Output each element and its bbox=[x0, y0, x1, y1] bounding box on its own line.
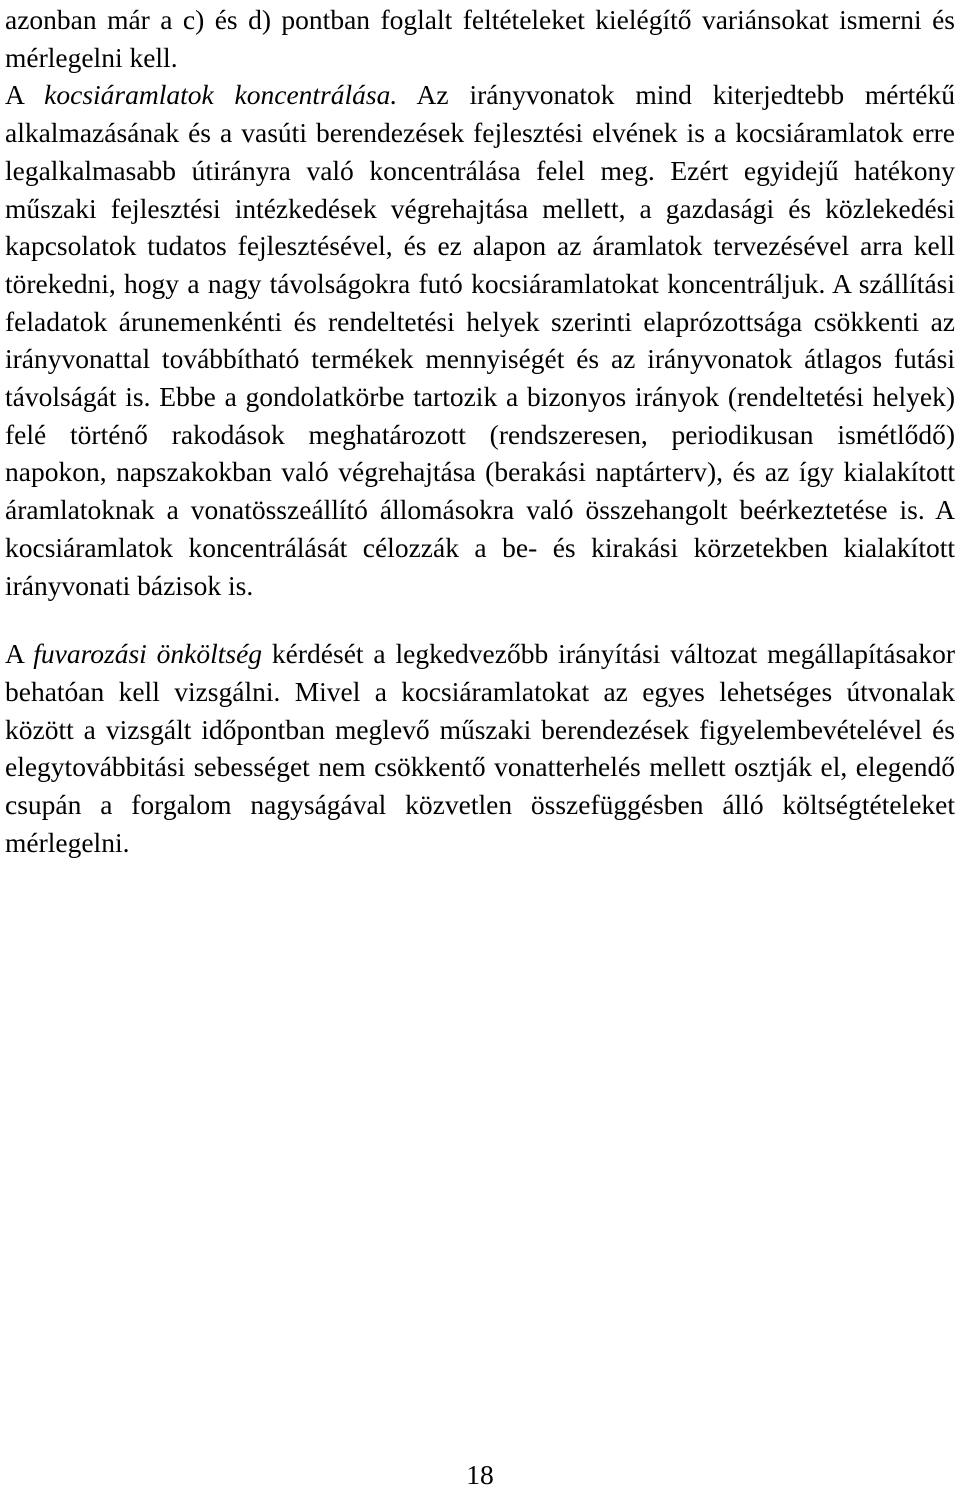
document-page bbox=[5, 0, 955, 861]
paragraph-lead: A bbox=[5, 79, 45, 111]
page-number: 18 bbox=[466, 1459, 494, 1490]
paragraph-wagon-flow-concentration bbox=[5, 76, 955, 604]
paragraph-body: kérdését a legkedvezőbb irányítási változat megállapításakor behatóan kell vizsgálni. Mivel a kocsiáramlatokat az egyes lehetséges útvonalak között a vizsgált időpontban meglevő műszaki berendezések figyelembevételével és elegytovábbitási sebességet nem csökkentő vonatterhelés mellett osztják el, elegendő csupán a forgalom nagyságával közvetlen összefüggésben álló költségtételeket mérlegelni. bbox=[5, 638, 956, 858]
paragraph-body: Az irányvonatok mind kiterjedtebb mértékű alkalmazásának és a vasúti berendezések fejlesztési elvének is a kocsiáramlatok erre legalkalmasabb útirányra való koncentrálása felel meg. Ezért egyidejű hatékony műszaki fejlesztési intézkedések végrehajtása mellett, a gazdasági és közlekedési kapcsolatok tudatos fejlesztésével, és ez alapon az áramlatok tervezésével arra kell törekedni, hogy a nagy távolságokra futó kocsiáramlatokat koncentráljuk. A szállítási feladatok árunemenkénti és rendeltetési helyek szerinti elaprózottsága csökkenti az irányvonattal továbbítható termékek mennyiségét és az irányvonatok átlagos futási távolságát is. Ebbe a gondolatkörbe tartozik a bizonyos irányok (rendeltetési helyek) felé történő rakodások meghatározott (rendszeresen, periodikusan ismétlődő) napokon, napszakokban való végrehajtása (berakási naptárterv), és az így kialakított áramlatoknak a vonatösszeállító állomásokra való összehangolt beérkeztetése is. A kocsiáramlatok koncentrálását célozzák a be- és kirakási körzetekben kialakított irányvonati bázisok is. bbox=[5, 79, 955, 601]
paragraph-lead: A bbox=[5, 638, 34, 670]
italic-term-transport-cost: fuvarozási önköltség bbox=[33, 638, 263, 670]
paragraph-transport-cost bbox=[5, 635, 955, 861]
paragraph-continuation: azonban már a c) és d) pontban foglalt feltételeket kielégítő variánsokat ismerni és mérlegelni kell. bbox=[5, 4, 955, 73]
italic-term-wagon-flows: kocsiáramlatok koncentrálása. bbox=[44, 79, 398, 111]
